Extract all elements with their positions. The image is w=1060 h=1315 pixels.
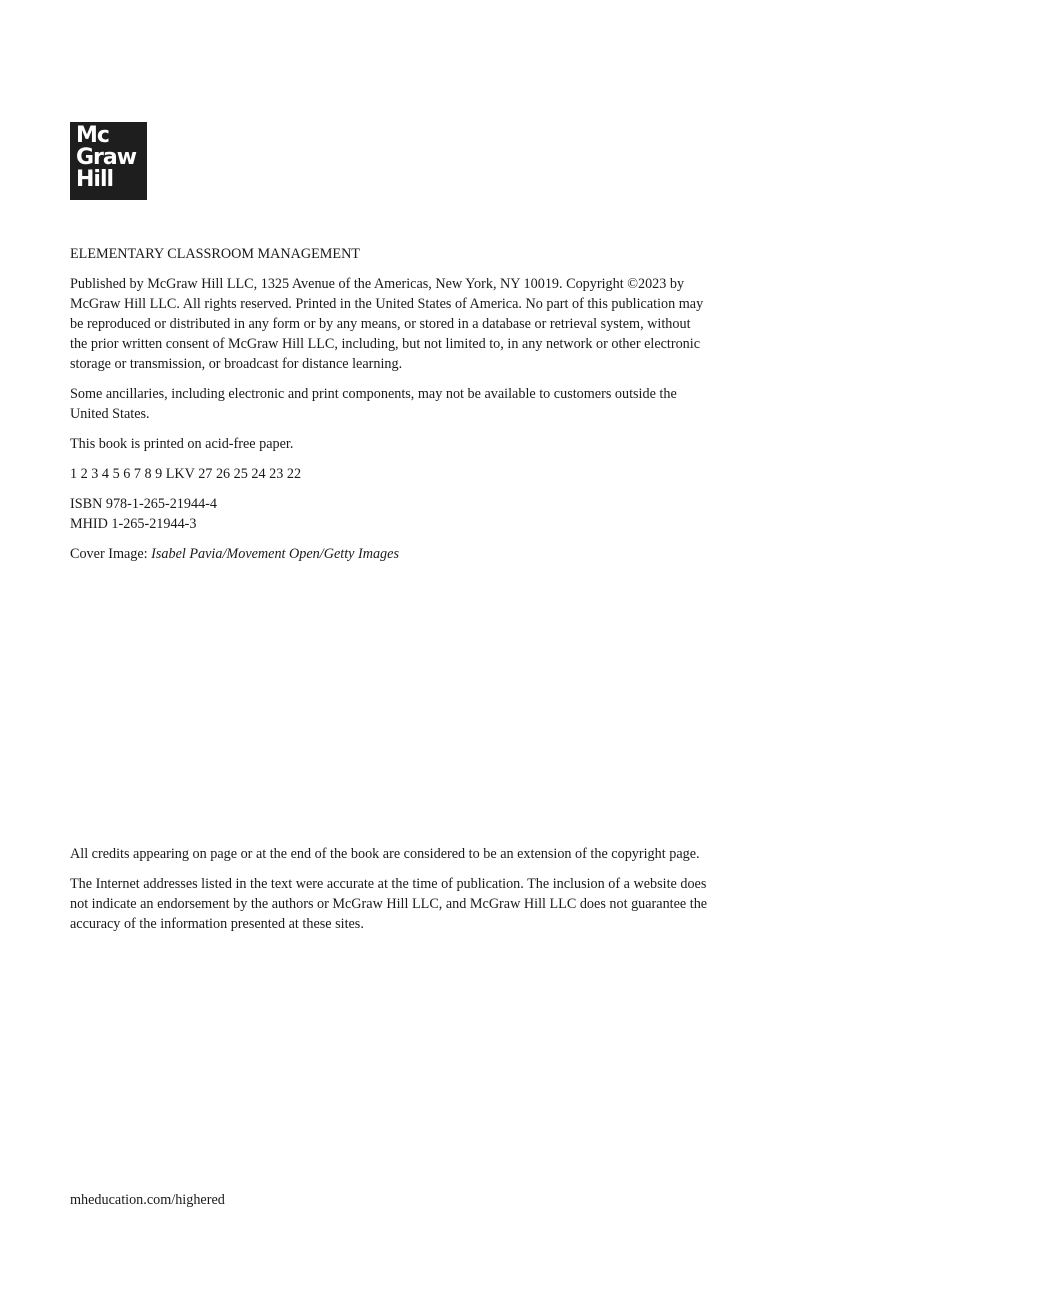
credits-notice: All credits appearing on page or at the end of the book are considered to be an extension of the copyright page. [70, 846, 700, 862]
ancillaries-line: United States. [70, 406, 150, 422]
mhid-number: MHID 1-265-21944-3 [70, 516, 197, 532]
publication-line: be reproduced or distributed in any form or by any means, or stored in a database or retrieval system, without [70, 316, 691, 332]
isbn-block [70, 494, 800, 534]
isbn-number: ISBN 978-1-265-21944-4 [70, 496, 217, 512]
publication-line: McGraw Hill LLC. All rights reserved. Printed in the United States of America. No part of this publication may [70, 296, 704, 312]
website-link[interactable]: mheducation.com/highered [70, 1192, 225, 1208]
publication-notice [70, 274, 800, 374]
publisher-logo [70, 122, 147, 200]
publication-line: storage or transmission, or broadcast for distance learning. [70, 356, 403, 372]
ancillaries-notice [70, 384, 800, 424]
cover-label: Cover Image: [70, 546, 152, 562]
logo-line: Hill [76, 167, 114, 192]
cover-image-credit [70, 544, 800, 564]
cover-credit-source: Isabel Pavia/Movement Open/Getty Images [151, 546, 399, 562]
internet-disclaimer [70, 874, 800, 934]
publication-line: the prior written consent of McGraw Hill LLC, including, but not limited to, in any network or other electronic [70, 336, 701, 352]
book-title: ELEMENTARY CLASSROOM MANAGEMENT [70, 246, 360, 262]
internet-line: accuracy of the information presented at these sites. [70, 916, 364, 932]
publication-line: Published by McGraw Hill LLC, 1325 Avenue of the Americas, New York, NY 10019. Copyright ©2023 by [70, 276, 685, 292]
logo-line: Graw [76, 145, 137, 170]
internet-line: not indicate an endorsement by the authors or McGraw Hill LLC, and McGraw Hill LLC does not guarantee the [70, 896, 708, 912]
logo-line: Mc [76, 123, 109, 148]
internet-line: The Internet addresses listed in the text were accurate at the time of publication. The inclusion of a website does [70, 876, 707, 892]
acid-free-notice: This book is printed on acid-free paper. [70, 436, 294, 452]
printing-line: 1 2 3 4 5 6 7 8 9 LKV 27 26 25 24 23 22 [70, 466, 302, 482]
ancillaries-line: Some ancillaries, including electronic and print components, may not be available to customers outside the [70, 386, 677, 402]
